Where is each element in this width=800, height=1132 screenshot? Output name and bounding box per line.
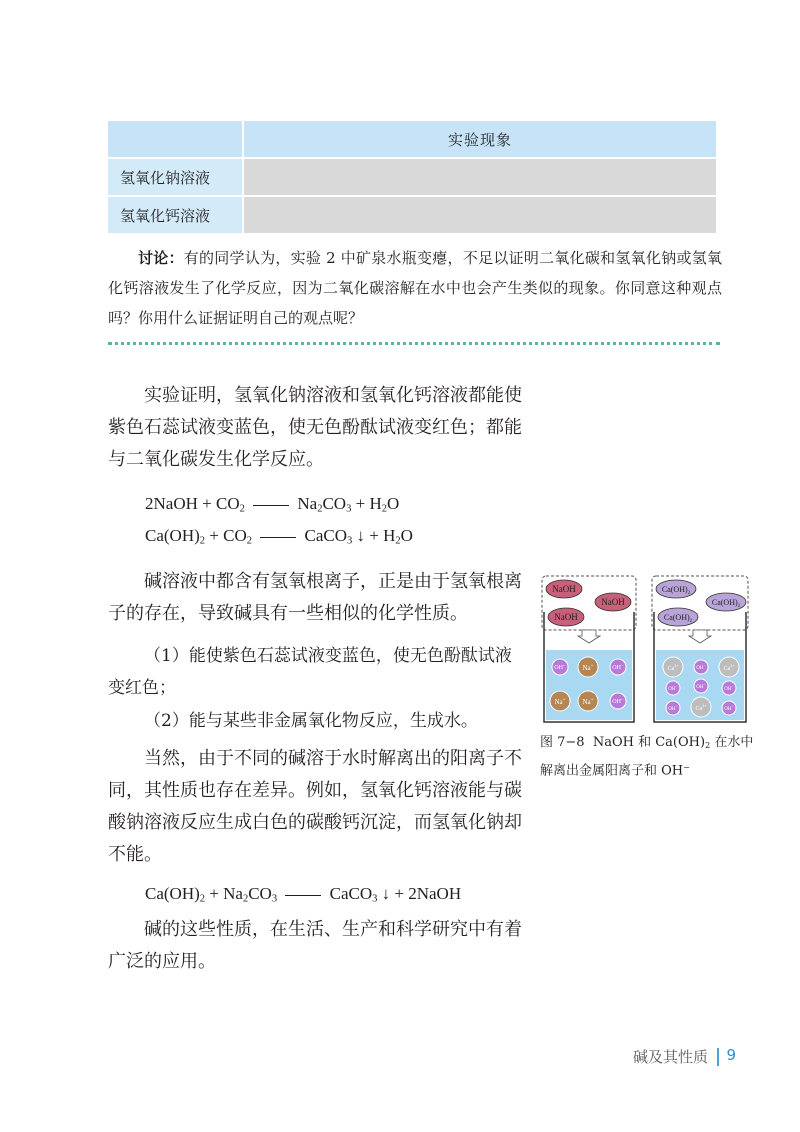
equation-1 (145, 489, 399, 525)
dotted-divider (108, 342, 720, 345)
eq-plus: + (209, 526, 219, 545)
caoh2-beaker (652, 576, 748, 722)
ca-ion-label: $Ca^{2+}$ (695, 703, 707, 712)
eq-term: $CO_2$ (215, 494, 245, 515)
eq-term: 2NaOH (408, 884, 462, 903)
caption-text: NaOH 和 Ca(OH) (592, 735, 706, 750)
property-item-2: （2）能与某些非金属氧化物反应，生成水。 (144, 711, 478, 731)
eq-equals-line (260, 537, 296, 538)
observation-table (108, 121, 718, 235)
property-item-1: （1）能使紫色石蕊试液变蓝色，使无色酚酞试液变红色； (108, 646, 512, 698)
table-corner-cell (108, 121, 244, 159)
eq-term: $CO_2$ (223, 526, 253, 547)
chapter-title: 碱及其性质 (632, 1048, 708, 1066)
caoh2-particle-label: $Ca(OH)_2$ (663, 613, 693, 624)
page-number: 9 (726, 1046, 736, 1064)
na-ion-label: Na+ (582, 698, 594, 706)
oh-ion-label: OH− (724, 704, 734, 712)
down-arrow-icon (689, 630, 711, 643)
ca-ion-label: $Ca^{2+}$ (667, 663, 679, 672)
eq-plus: + (394, 884, 404, 903)
figure-caption (540, 732, 755, 782)
table-row (108, 197, 718, 235)
paragraph-4: 碱的这些性质，在生活、生产和科学研究中有着广泛的应用。 (108, 919, 522, 972)
oh-ion-label: OH− (612, 664, 624, 671)
figure-number: 图 7−8 (540, 735, 585, 750)
caption-subscript: 2 (705, 741, 711, 750)
na-ion-label: Na+ (554, 698, 566, 706)
eq-plus: + (209, 884, 219, 903)
equation-3 (145, 879, 461, 915)
page-footer (600, 1046, 740, 1068)
ca-ion-label: $Ca^{2+}$ (723, 663, 735, 672)
na-ion-label: Na+ (582, 664, 594, 672)
caption-superscript: − (683, 763, 690, 772)
eq-term: $H_2O$ (383, 526, 413, 547)
table-row-label: 氢氧化钠溶液 (108, 159, 244, 197)
oh-ion-label: OH− (696, 682, 706, 690)
footer-divider (717, 1048, 719, 1066)
naoh-particle-label: NaOH (552, 584, 576, 594)
table-cell-empty (244, 159, 718, 197)
equation-2 (145, 521, 413, 557)
table-header-row (108, 121, 718, 159)
paragraph-1: 实验证明，氢氧化钠溶液和氢氧化钙溶液都能使紫色石蕊试液变蓝色，使无色酚酞试液变红色；都能与二氧化碳发生化学反应。 (108, 385, 522, 470)
eq-term: $H_2O$ (369, 494, 400, 515)
oh-ion-label: OH− (668, 704, 678, 712)
naoh-particle-label: NaOH (554, 612, 578, 622)
precipitate-arrow: ↓ (356, 526, 366, 545)
table-row-label: 氢氧化钙溶液 (108, 197, 244, 235)
caption-text: 在水中解离出金属阳离子和 OH (540, 735, 754, 779)
caoh2-particle-label: $Ca(OH)_2$ (661, 585, 691, 596)
discussion-text: 有的同学认为，实验 2 中矿泉水瓶变瘪，不足以证明二氧化碳和氢氧化钠或氢氧化钙溶液发生了化学反应，因为二氧化碳溶解在水中也会产生类似的现象。你同意这种观点吗？你用什么证据证明自己的观点呢？ (108, 249, 722, 327)
table-row (108, 159, 718, 197)
table-header-observation: 实验现象 (244, 121, 718, 159)
precipitate-arrow: ↓ (381, 884, 391, 903)
oh-ion-label: OH− (668, 684, 678, 692)
paragraph-2: 碱溶液中都含有氢氧根离子，正是由于氢氧根离子的存在，导致碱具有一些相似的化学性质。 (108, 571, 522, 624)
eq-term: CaCO$_3$ (304, 526, 353, 547)
eq-equals-line (253, 505, 289, 506)
paragraph-3: 当然，由于不同的碱溶于水时解离出的阳离子不同，其性质也存在差异。例如，氢氧化钙溶液能与碳酸钠溶液反应生成白色的碳酸钙沉淀，而氢氧化钠却不能。 (108, 748, 522, 865)
down-arrow-icon (578, 630, 600, 643)
discussion-lead: 讨论： (138, 249, 184, 267)
dissociation-figure (540, 572, 752, 724)
table-cell-empty (244, 197, 718, 235)
eq-term: $Ca(OH)_2$ (145, 884, 206, 905)
oh-ion-label: OH− (724, 684, 734, 692)
oh-ion-label: OH− (612, 698, 624, 705)
eq-term: CaCO$_3$ (329, 884, 378, 905)
naoh-particle-label: NaOH (601, 597, 625, 607)
oh-ion-label: OH− (554, 664, 566, 671)
eq-equals-line (285, 895, 321, 896)
eq-term: $Na_2CO_3$ (223, 884, 278, 905)
eq-plus: + (202, 494, 212, 513)
eq-plus: + (355, 494, 366, 513)
discussion-box (108, 243, 722, 333)
eq-term: $Na_2CO_3$ (297, 494, 352, 515)
naoh-beaker (542, 576, 636, 722)
eq-term: $Ca(OH)_2$ (145, 526, 206, 547)
caoh2-particle-label: $Ca(OH)_2$ (711, 598, 741, 609)
oh-ion-label: OH− (696, 663, 706, 671)
eq-plus: + (369, 526, 379, 545)
eq-term: 2NaOH (145, 494, 198, 513)
